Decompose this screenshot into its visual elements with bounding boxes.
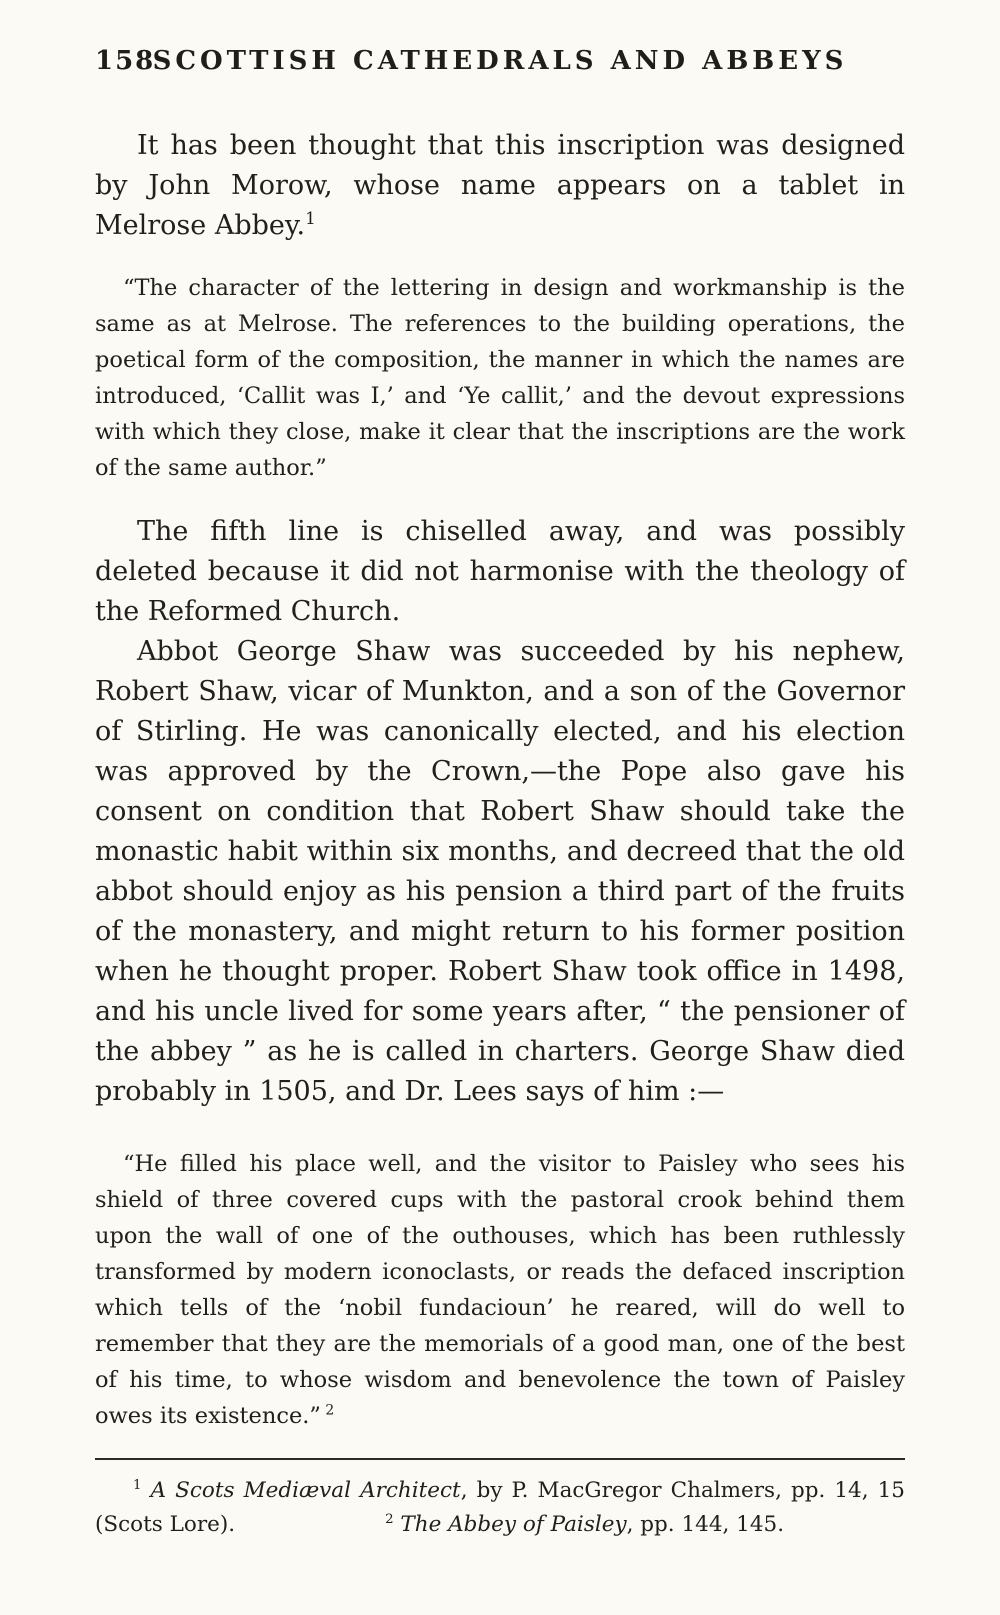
footnote-2-text: , pp. 144, 145. [626,1512,785,1537]
footnote-divider [95,1458,905,1460]
paragraph-1 [95,126,905,246]
paragraph-1-text: It has been thought that this inscription was designed by John Morow, whose name appears on a tablet in Melrose Abbey. [95,130,905,241]
blockquote-2-text: “He filled his place well, and the visitor to Paisley who sees his shield of three covered cups with the pastoral crook behind them upon the wall of one of the outhouses, which has been ruthlessly transformed by modern iconoclasts, or reads the defaced inscription which tells of the ‘nobil fundacioun’ he reared, will do well to remember that they are the memorials of a good man, one of the best of his time, to whose wisdom and benevolence the town of Paisley owes its existence.” [95,1151,905,1429]
footnote-1-title: A Scots Mediæval Architect [141,1478,461,1503]
blockquote-1: “The character of the lettering in design and workmanship is the same as at Melrose. The references to the building operations, the poetical form of the composition, the manner in which the names are introduced, ‘Callit was I,’ and ‘Ye callit,’ and the devout expressions with which they close, make it clear that the inscriptions are the work of the same author.” [95,275,905,481]
running-title: SCOTTISH CATHEDRALS AND ABBEYS [152,46,848,76]
footnote-2-title: The Abbey of Paisley [393,1512,627,1537]
footnote-1-text: , by P. MacGregor Chalmers, pp. 14, 15 (Scots Lore). [95,1478,905,1537]
page-header [95,46,905,86]
blockquote-2 [95,1146,905,1434]
footnotes-block [95,1474,905,1542]
page-body [95,126,905,1542]
footnote-1-marker: 1 [133,1477,142,1493]
footnote-ref-1: 1 [305,208,316,228]
page-number: 158 [95,46,156,76]
footnote-ref-2: 2 [325,1402,335,1419]
footnote-2-marker: 2 [385,1511,394,1527]
paragraph-2: The fifth line is chiselled away, and was possibly deleted because it did not harmonise with the theology of the Reformed Church. [95,516,905,627]
paragraph-3: Abbot George Shaw was succeeded by his nephew, Robert Shaw, vicar of Munkton, and a son of the Governor of Stirling. He was canonically elected, and his election was approved by the Crown,—the Pope also gave his consent on condition that Robert Shaw should take the monastic habit within six months, and decreed that the old abbot should enjoy as his pension a third part of the fruits of the monastery, and might return to his former position when he thought proper. Robert Shaw took office in 1498, and his uncle lived for some years after, “ the pensioner of the abbey ” as he is called in charters. George Shaw died probably in 1505, and Dr. Lees says of him :— [95,636,905,1107]
